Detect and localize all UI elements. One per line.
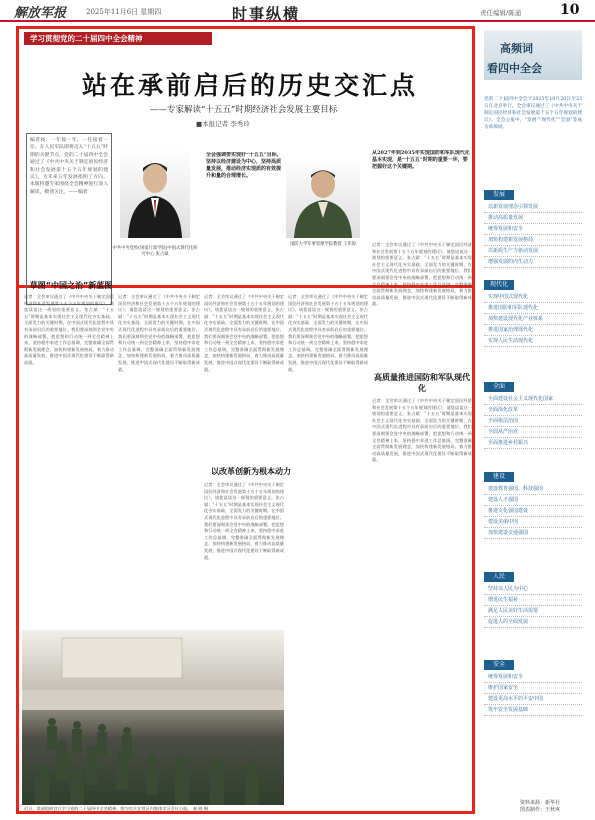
list-item: 统筹发展和安全 [484,224,582,235]
list-item: 全面深化改革 [484,405,582,416]
subheadline: ——专家解读“十五五”时期经济社会发展主要目标 [150,105,338,115]
list-item: 坚持以人民为中心 [484,584,582,595]
list-item: 建设教育强国、科技强国 [484,484,582,495]
body-column-3a: 记者：全会审议通过了《中共中央关于制定国民经济和社会发展第十五个五年规划的建议》，请您谈谈这一规划的重要意义。张占斌：“十五五”时期是基本实现社会主义现代化夯实基础、全面发力的关键时期，在中国式现代化进程中具有承前启后的重要地位。我们要深刻领会党中央的战略部署，把思想和行动统一到全会精神上来，坚持稳中求进工作总基调，完整准确全面贯彻新发展理念，加快构建新发展格局，着力推动高质量发展，推进中国式现代化建设不断取得新成就。 [204,294,284,372]
list-item: 推动高质量发展 [484,213,582,224]
news-photo [22,630,284,805]
list-item: 加快建设现代化产业体系 [484,314,582,325]
sidebar-list-xiandaihua [484,292,582,347]
body-column-4: 记者：全会审议通过了《中共中央关于制定国民经济和社会发展第十五个五年规划的建议》，请您谈谈这一规划的重要意义。张占斌：“十五五”时期是基本实现社会主义现代化夯实基础、全面发力的关键时期，在中国式现代化进程中具有承前启后的重要地位。我们要深刻领会党中央的战略部署，把思想和行动统一到全会精神上来，坚持稳中求进工作总基调，完整准确全面贯彻新发展理念，加快构建新发展格局，着力推动高质量发展，推进中国式现代化建设不断取得新成就。 [288,294,368,372]
list-item: 推进文化强国建设 [484,506,582,517]
portrait-zhang [120,148,190,238]
list-item: 统筹发展和安全 [484,672,582,683]
list-item: 全面依法治国 [484,416,582,427]
section-head-1: 草图“中国之治”新蓝图 [29,281,113,290]
body-column-5b: 记者：全会审议通过了《中共中央关于制定国民经济和社会发展第十五个五年规划的建议》，请您谈谈这一规划的重要意义。张占斌：“十五五”时期是基本实现社会主义现代化夯实基础、全面发力的关键时期，在中国式现代化进程中具有承前启后的重要地位。我们要深刻领会党中央的战略部署，把思想和行动统一到全会精神上来，坚持稳中求进工作总基调，完整准确全面贯彻新发展理念，加快构建新发展格局，着力推动高质量发展，推进中国式现代化建设不断取得新成就。 [372,398,472,463]
portrait-wang [286,158,360,238]
sidebar-credits: 资料来源：新华社 图表制作：王秋爽 [520,800,561,813]
page-header [0,0,595,22]
portrait-caption-1: 中共中央党校(国家行政学院)中国式现代化研究中心 张占斌 [112,246,198,257]
sidebar-list-jianshe [484,484,582,539]
list-item: 加快构建新发展格局 [484,235,582,246]
list-item: 以新发展理念引领发展 [484,202,582,213]
sidebar-list-renmin [484,584,582,628]
sidebar-title-1: 高频词 [500,42,533,55]
list-item: 推进国家治理现代化 [484,325,582,336]
list-item: 全面建设社会主义现代化国家 [484,394,582,405]
page-number: 10 [560,2,580,18]
headline: 站在承前启后的历史交汇点 [82,71,419,100]
sidebar-label-quanmian: 全面 [484,382,514,392]
list-item: 全面推进乡村振兴 [484,438,582,449]
list-item: 增进民生福祉 [484,595,582,606]
list-item: 以新质生产力驱动发展 [484,246,582,257]
sidebar-list-quanmian [484,394,582,449]
list-item: 建设人才强国 [484,495,582,506]
newspaper-logo: 解放军报 [14,6,67,21]
list-item: 加快建设交通强国 [484,528,582,539]
section-title: 时事纵横 [232,5,301,23]
body-column-5a: 记者：全会审议通过了《中共中央关于制定国民经济和社会发展第十五个五年规划的建议》，请您谈谈这一规划的重要意义。张占斌：“十五五”时期是基本实现社会主义现代化夯实基础、全面发力的关键时期，在中国式现代化进程中具有承前启后的重要地位。我们要深刻领会党中央的战略部署，把思想和行动统一到全会精神上来，坚持稳中求进工作总基调，完整准确全面贯彻新发展理念，加快构建新发展格局，着力推动高质量发展，推进中国式现代化建设不断取得新成就。 [372,242,472,307]
sidebar-label-xiandaihua: 现代化 [484,280,514,290]
list-item: 建设更高水平的平安中国 [484,694,582,705]
sidebar-list-fazhan [484,202,582,268]
list-item: 推进国防和军队现代化 [484,303,582,314]
sidebar-label-fazhan: 发展 [484,190,514,200]
body-column-2: 记者：全会审议通过了《中共中央关于制定国民经济和社会发展第十五个五年规划的建议》，请您谈谈这一规划的重要意义。张占斌：“十五五”时期是基本实现社会主义现代化夯实基础、全面发力的关键时期，在中国式现代化进程中具有承前启后的重要地位。我们要深刻领会党中央的战略部署，把思想和行动统一到全会精神上来，坚持稳中求进工作总基调，完整准确全面贯彻新发展理念，加快构建新发展格局，着力推动高质量发展，推进中国式现代化建设不断取得新成就。 [118,294,200,372]
sidebar-list-anquan [484,672,582,716]
list-item: 建设美丽中国 [484,517,582,528]
portrait-caption-2: 国防大学军事管理学院教授 王伟海 [290,242,356,247]
editor-credit: 责任编辑/陈通 [480,9,522,17]
section-head-3: 高质量推进国防和军队现代化 [374,373,470,393]
list-item: 实现人民生活现代化 [484,336,582,347]
list-item: 实现中国式现代化 [484,292,582,303]
list-item: 全面从严治党 [484,427,582,438]
byline: ■本报记者 李秀玲 [196,120,250,128]
section-head-2: 以改革创新为根本动力 [211,467,291,476]
body-column-1: 记者：全会审议通过了《中共中央关于制定国民经济和社会发展第十五个五年规划的建议》，请您谈谈这一规划的重要意义。张占斌：“十五五”时期是基本实现社会主义现代化夯实基础、全面发力的关键时期，在中国式现代化进程中具有承前启后的重要地位。我们要深刻领会党中央的战略部署，把思想和行动统一到全会精神上来，坚持稳中求进工作总基调，完整准确全面贯彻新发展理念，加快构建新发展格局，着力推动高质量发展，推进中国式现代化建设不断取得新成就。 [24,294,114,365]
list-item: 促进人的全面发展 [484,617,582,628]
list-item: 满足人民美好生活需要 [484,606,582,617]
pull-quote-2: 从2027年到2035年实现国防和军队现代化基本实现，是“十五五”时期的重要一环，要把握好这个关键期。 [372,150,470,170]
photo-caption: 近日，某部组织官兵学习党的二十届四中全会精神。图为官兵在营区内集体学习会议公报。 秦 晓 摄 [24,806,209,811]
list-item: 维护国家安全 [484,683,582,694]
list-item: 筑牢安全发展基础 [484,705,582,716]
topic-bar: 学习贯彻党的二十届四中全会精神 [24,32,212,45]
sidebar-intro: 党的二十届四中全会于2025年10月20日至23日在北京举行。全会审议通过了《中共中央关于制定国民经济和社会发展第十五个五年规划的建议》。全会公报中，“发展”“现代化”“全面”等成为高频词。 [484,97,582,130]
list-item: 增强发展的内生动力 [484,257,582,268]
sidebar-title-2: 看四中全会 [487,62,542,75]
sidebar-label-renmin: 人民 [484,572,514,582]
sidebar-label-anquan: 安全 [484,660,514,670]
issue-date: 2025年11月6日 星期四 [86,8,162,16]
sidebar-label-jianshe: 建设 [484,472,514,482]
body-column-3b: 记者：全会审议通过了《中共中央关于制定国民经济和社会发展第十五个五年规划的建议》，请您谈谈这一规划的重要意义。张占斌：“十五五”时期是基本实现社会主义现代化夯实基础、全面发力的关键时期，在中国式现代化进程中具有承前启后的重要地位。我们要深刻领会党中央的战略部署，把思想和行动统一到全会精神上来，坚持稳中求进工作总基调，完整准确全面贯彻新发展理念，加快构建新发展格局，着力推动高质量发展，推进中国式现代化建设不断取得新成就。 [204,482,284,560]
pull-quote-1: 全会强调要实现好“十五五”目标，坚持以经济建设为中心，坚持高质量发展，推动经济实现质的有效提升和量的合理增长。 [206,152,282,179]
editor-note-text: 编者按：一年接一年，一任接着一任。在人民军队即将迈入“十五五”时期的关键节点，党的二十届四中全会通过了《中共中央关于制定国民经济和社会发展第十五个五年规划的建议》，为未来五年发展指明了方向。本版特邀专家围绕全会精神进行深入解读，敬请关注。——编者 [30,138,108,195]
